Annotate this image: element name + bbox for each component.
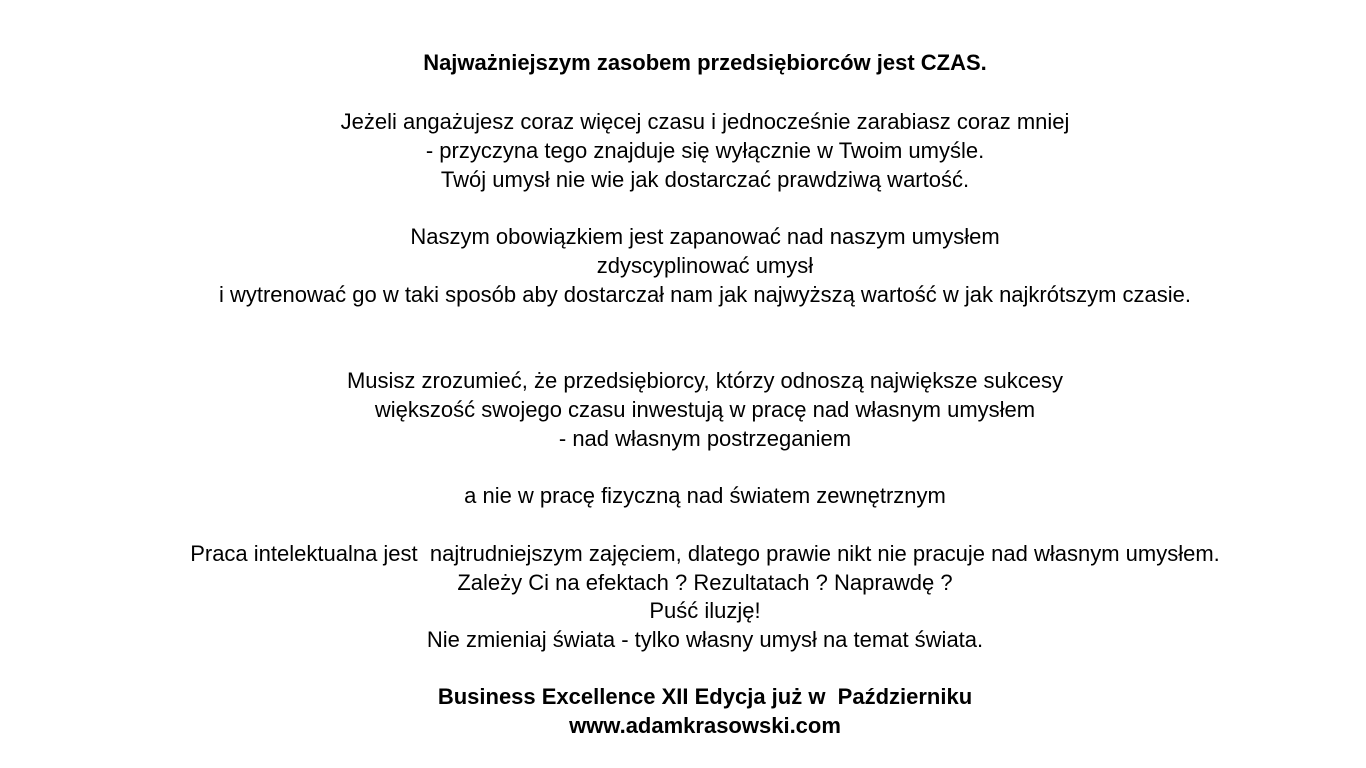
paragraph5-line1: Praca intelektualna jest najtrudniejszym zajęciem, dlatego prawie nikt nie pracuje nad własnym umysłem. [190,541,1220,566]
footer-event: Business Excellence XII Edycja już w Październiku [437,684,973,709]
paragraph3-line2: większość swojego czasu inwestują w pracę nad własnym umysłem [374,397,1036,422]
paragraph2-line3: i wytrenować go w taki sposób aby dostarczał nam jak najwyższą wartość w jak najkrótszym czasie. [218,282,1192,307]
document-title: Najważniejszym zasobem przedsiębiorców jest CZAS. [423,50,987,75]
footer-website: www.adamkrasowski.com [569,713,841,738]
paragraph3-line1: Musisz zrozumieć, że przedsiębiorcy, którzy odnoszą największe sukcesy [346,368,1064,393]
paragraph5-line2: Zależy Ci na efektach ? Rezultatach ? Naprawdę ? [457,570,953,595]
paragraph2-line2: zdyscyplinować umysł [596,253,814,278]
paragraph5-line3: Puść iluzję! [649,598,761,623]
paragraph4-line1: a nie w pracę fizyczną nad światem zewnętrznym [464,483,946,508]
paragraph1-line1: Jeżeli angażujesz coraz więcej czasu i jednocześnie zarabiasz coraz mniej [340,109,1070,134]
paragraph1-line2: - przyczyna tego znajduje się wyłącznie w Twoim umyśle. [425,138,985,163]
paragraph2-line1: Naszym obowiązkiem jest zapanować nad naszym umysłem [410,224,1000,249]
paragraph3-line3: - nad własnym postrzeganiem [558,426,852,451]
paragraph5-line4: Nie zmieniaj świata - tylko własny umysł na temat świata. [426,627,984,652]
paragraph1-line3: Twój umysł nie wie jak dostarczać prawdziwą wartość. [440,167,970,192]
